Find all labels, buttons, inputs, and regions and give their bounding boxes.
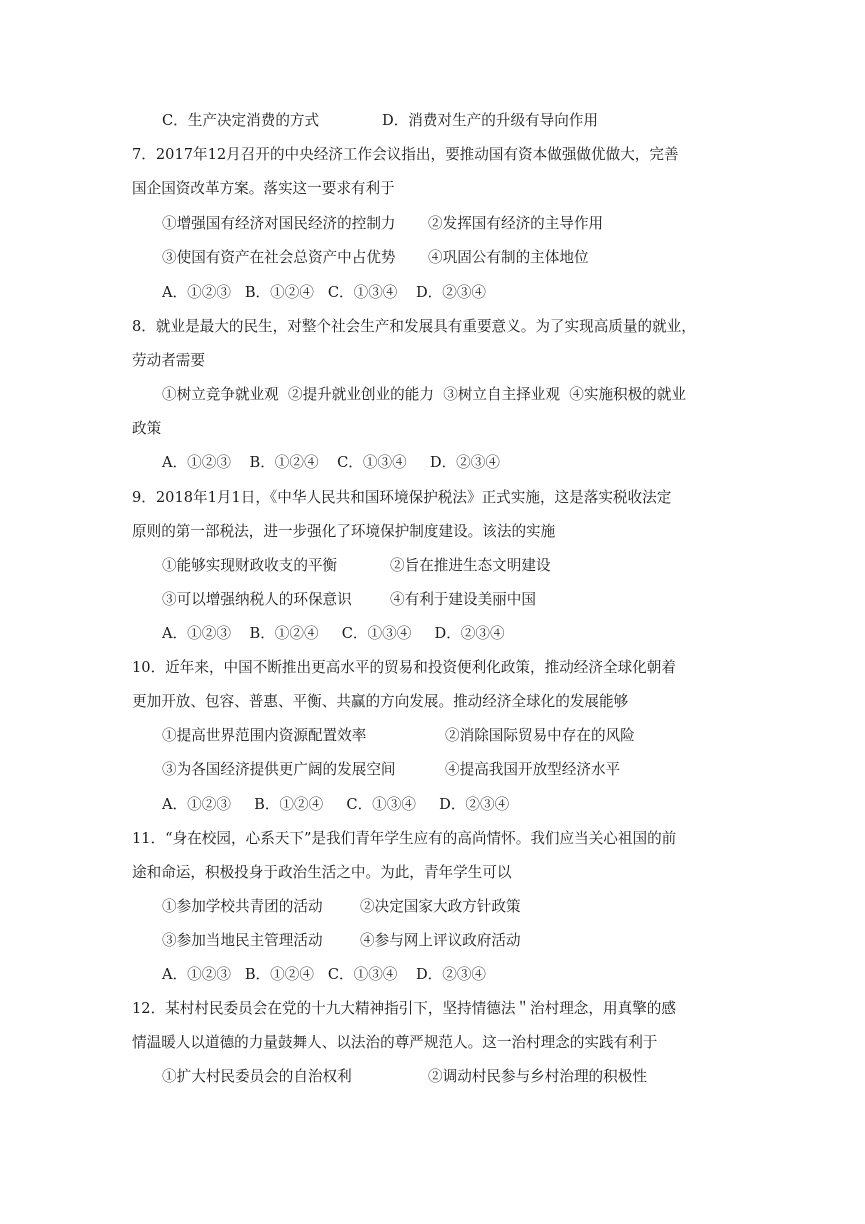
item-2: ②调动村民参与乡村治理的积极性 [428,1068,647,1085]
q8-stem-line-2: 劳动者需要 [132,352,205,369]
q6-options-cd [162,111,599,131]
q9-items-12 [162,556,551,576]
item-2: ②旨在推进生态文明建设 [390,557,551,574]
item-1: ①提高世界范围内资源配置效率 [162,727,367,744]
q8-stem-line-1: 8．就业是最大的民生，对整个社会生产和发展具有重要意义。为了实现高质量的就业， [132,318,696,335]
item-1: ①能够实现财政收支的平衡 [162,557,338,574]
q11-answers: A．①②③ B．①②④ C．①③④ D．②③④ [162,966,487,983]
option-c: C．生产决定消费的方式 [162,112,320,129]
q11-stem-line-1: 11．“身在校园，心系天下”是我们青年学生应有的高尚情怀。我们应当关心祖国的前 [132,830,677,847]
q9-answers: A．①②③ B．①②④ C．①③④ D．②③④ [162,625,505,642]
q12-items-12 [162,1067,647,1087]
q9-items-34 [162,590,536,610]
q7-answers: A．①②③ B．①②④ C．①③④ D．②③④ [162,284,487,301]
item-3: ③可以增强纳税人的环保意识 [162,591,352,608]
q10-stem-line-1: 10．近年来，中国不断推出更高水平的贸易和投资便利化政策，推动经济全球化朝着 [132,659,676,676]
q7-items-34 [162,248,589,268]
q8-items-line-2: 政策 [132,420,162,437]
q10-items-12 [162,726,635,746]
item-1: ①参加学校共青团的活动 [162,898,323,915]
q9-stem-line-1: 9．2018年1月1日，《中华人民共和国环境保护税法》正式实施，这是落实税收法定 [132,489,672,506]
item-2: ②发挥国有经济的主导作用 [428,215,604,232]
item-4: ④提高我国开放型经济水平 [445,761,621,778]
item-2: ②消除国际贸易中存在的风险 [445,727,635,744]
item-3: ③参加当地民主管理活动 [162,932,323,949]
item-4: ④巩固公有制的主体地位 [428,249,589,266]
q8-items-line-1: ①树立竞争就业观 ②提升就业创业的能力 ③树立自主择业观 ④实施积极的就业 [162,386,687,403]
q11-stem-line-2: 途和命运，积极投身于政治生活之中。为此，青年学生可以 [132,864,512,881]
q10-answers: A．①②③ B．①②④ C．①③④ D．②③④ [162,796,510,813]
q7-stem-line-2: 国企国资改革方案。落实这一要求有利于 [132,180,395,197]
item-1: ①扩大村民委员会的自治权利 [162,1068,352,1085]
q8-answers: A．①②③ B．①②④ C．①③④ D．②③④ [162,454,500,471]
option-d: D．消费对生产的升级有导向作用 [382,112,599,129]
item-4: ④参与网上评议政府活动 [360,932,521,949]
item-1: ①增强国有经济对国民经济的控制力 [162,215,396,232]
q9-stem-line-2: 原则的第一部税法，进一步强化了环境保护制度建设。该法的实施 [132,523,556,540]
q11-items-34 [162,931,521,951]
q11-items-12 [162,897,521,917]
q7-stem-line-1: 7．2017年12月召开的中央经济工作会议指出，要推动国有资本做强做优做大，完善 [132,146,679,163]
q10-items-34 [162,760,621,780]
item-2: ②决定国家大政方针政策 [360,898,521,915]
q7-items-12 [162,214,604,234]
item-3: ③为各国经济提供更广阔的发展空间 [162,761,396,778]
item-4: ④有利于建设美丽中国 [390,591,536,608]
q10-stem-line-2: 更加开放、包容、普惠、平衡、共赢的方向发展。推动经济全球化的发展能够 [132,693,629,710]
item-3: ③使国有资产在社会总资产中占优势 [162,249,396,266]
q12-stem-line-1: 12．某村村民委员会在党的十九大精神指引下，坚持情德法＂治村理念，用真擎的感 [132,1000,676,1017]
q12-stem-line-2: 情温暖人以道德的力量鼓舞人、以法治的尊严规范人。这一治村理念的实践有利于 [132,1034,658,1051]
